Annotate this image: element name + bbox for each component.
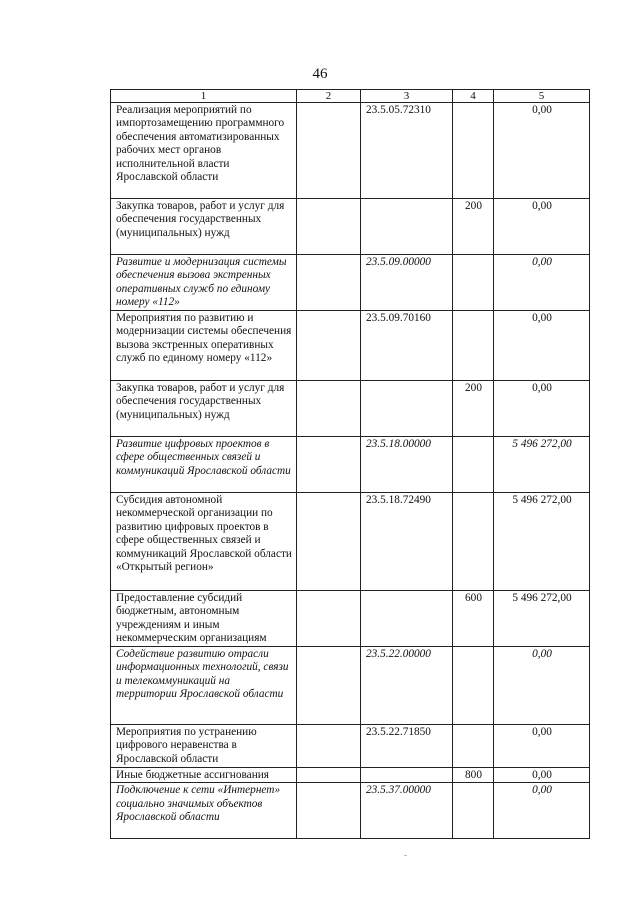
- row-type-cell: 800: [453, 768, 494, 783]
- row-name-cell: Предоставление субсидий бюджетным, автономным учреждениям и иным некоммерческим организациям: [111, 591, 297, 647]
- row-col2-cell: [297, 437, 361, 493]
- row-col2-cell: [297, 311, 361, 381]
- table-row: [111, 768, 590, 783]
- scan-mark: [404, 855, 407, 856]
- row-col2-cell: [297, 199, 361, 255]
- row-col2-cell: [297, 725, 361, 768]
- row-code-cell: 23.5.18.00000: [361, 437, 453, 493]
- row-amount-cell: 0,00: [494, 381, 590, 437]
- row-code-cell: 23.5.22.71850: [361, 725, 453, 768]
- row-code-cell: 23.5.05.72310: [361, 103, 453, 199]
- row-col2-cell: [297, 493, 361, 591]
- row-type-cell: [453, 437, 494, 493]
- row-type-cell: 200: [453, 381, 494, 437]
- row-col2-cell: [297, 591, 361, 647]
- table-row: [111, 103, 590, 199]
- row-amount-cell: 5 496 272,00: [494, 437, 590, 493]
- table-row: [111, 437, 590, 493]
- row-amount-cell: 0,00: [494, 311, 590, 381]
- row-col2-cell: [297, 768, 361, 783]
- row-amount-cell: 0,00: [494, 255, 590, 311]
- row-col2-cell: [297, 783, 361, 839]
- row-amount-cell: 0,00: [494, 783, 590, 839]
- row-amount-cell: 5 496 272,00: [494, 493, 590, 591]
- row-code-cell: [361, 591, 453, 647]
- header-col-3: 3: [361, 90, 453, 103]
- row-type-cell: [453, 103, 494, 199]
- row-amount-cell: 0,00: [494, 199, 590, 255]
- row-type-cell: [453, 647, 494, 725]
- row-type-cell: [453, 311, 494, 381]
- table-row: [111, 311, 590, 381]
- row-name-cell: Развитие цифровых проектов в сфере общественных связей и коммуникаций Ярославской области: [111, 437, 297, 493]
- table-header-row: [111, 90, 590, 103]
- row-type-cell: [453, 725, 494, 768]
- table-row: [111, 591, 590, 647]
- row-type-cell: [453, 783, 494, 839]
- row-name-cell: Подключение к сети «Интернет» социально значимых объектов Ярославской области: [111, 783, 297, 839]
- table-row: [111, 199, 590, 255]
- row-code-cell: 23.5.22.00000: [361, 647, 453, 725]
- row-col2-cell: [297, 103, 361, 199]
- row-amount-cell: 0,00: [494, 647, 590, 725]
- row-code-cell: [361, 381, 453, 437]
- row-name-cell: Развитие и модернизация системы обеспечения вызова экстренных оперативных служб по единому номеру «112»: [111, 255, 297, 311]
- row-code-cell: [361, 768, 453, 783]
- row-col2-cell: [297, 647, 361, 725]
- row-code-cell: [361, 199, 453, 255]
- row-name-cell: Реализация мероприятий по импортозамещению программного обеспечения автоматизированных рабочих мест органов исполнительной власти Ярославской области: [111, 103, 297, 199]
- row-code-cell: 23.5.09.70160: [361, 311, 453, 381]
- row-code-cell: 23.5.37.00000: [361, 783, 453, 839]
- row-code-cell: 23.5.18.72490: [361, 493, 453, 591]
- row-amount-cell: 0,00: [494, 768, 590, 783]
- row-name-cell: Иные бюджетные ассигнования: [111, 768, 297, 783]
- header-col-5: 5: [494, 90, 590, 103]
- row-name-cell: Мероприятия по устранению цифрового неравенства в Ярославской области: [111, 725, 297, 768]
- header-col-4: 4: [453, 90, 494, 103]
- row-amount-cell: 0,00: [494, 725, 590, 768]
- table-row: [111, 647, 590, 725]
- row-type-cell: [453, 255, 494, 311]
- table-row: [111, 783, 590, 839]
- table-row: [111, 381, 590, 437]
- row-type-cell: [453, 493, 494, 591]
- row-type-cell: 200: [453, 199, 494, 255]
- table-row: [111, 725, 590, 768]
- table-row: [111, 493, 590, 591]
- row-type-cell: 600: [453, 591, 494, 647]
- row-code-cell: 23.5.09.00000: [361, 255, 453, 311]
- row-amount-cell: 0,00: [494, 103, 590, 199]
- row-name-cell: Мероприятия по развитию и модернизации системы обеспечения вызова экстренных оперативных служб по единому номеру «112»: [111, 311, 297, 381]
- row-name-cell: Содействие развитию отрасли информационных технологий, связи и телекоммуникаций на территории Ярославской области: [111, 647, 297, 725]
- row-name-cell: Закупка товаров, работ и услуг для обеспечения государственных (муниципальных) нужд: [111, 381, 297, 437]
- table-body: [111, 103, 590, 839]
- header-col-1: 1: [111, 90, 297, 103]
- row-col2-cell: [297, 381, 361, 437]
- budget-table: [110, 89, 590, 839]
- table-row: [111, 255, 590, 311]
- page-number: 46: [312, 66, 328, 82]
- header-col-2: 2: [297, 90, 361, 103]
- row-name-cell: Субсидия автономной некоммерческой организации по развитию цифровых проектов в сфере общественных связей и коммуникаций Ярославской области «Открытый регион»: [111, 493, 297, 591]
- row-col2-cell: [297, 255, 361, 311]
- row-name-cell: Закупка товаров, работ и услуг для обеспечения государственных (муниципальных) нужд: [111, 199, 297, 255]
- row-amount-cell: 5 496 272,00: [494, 591, 590, 647]
